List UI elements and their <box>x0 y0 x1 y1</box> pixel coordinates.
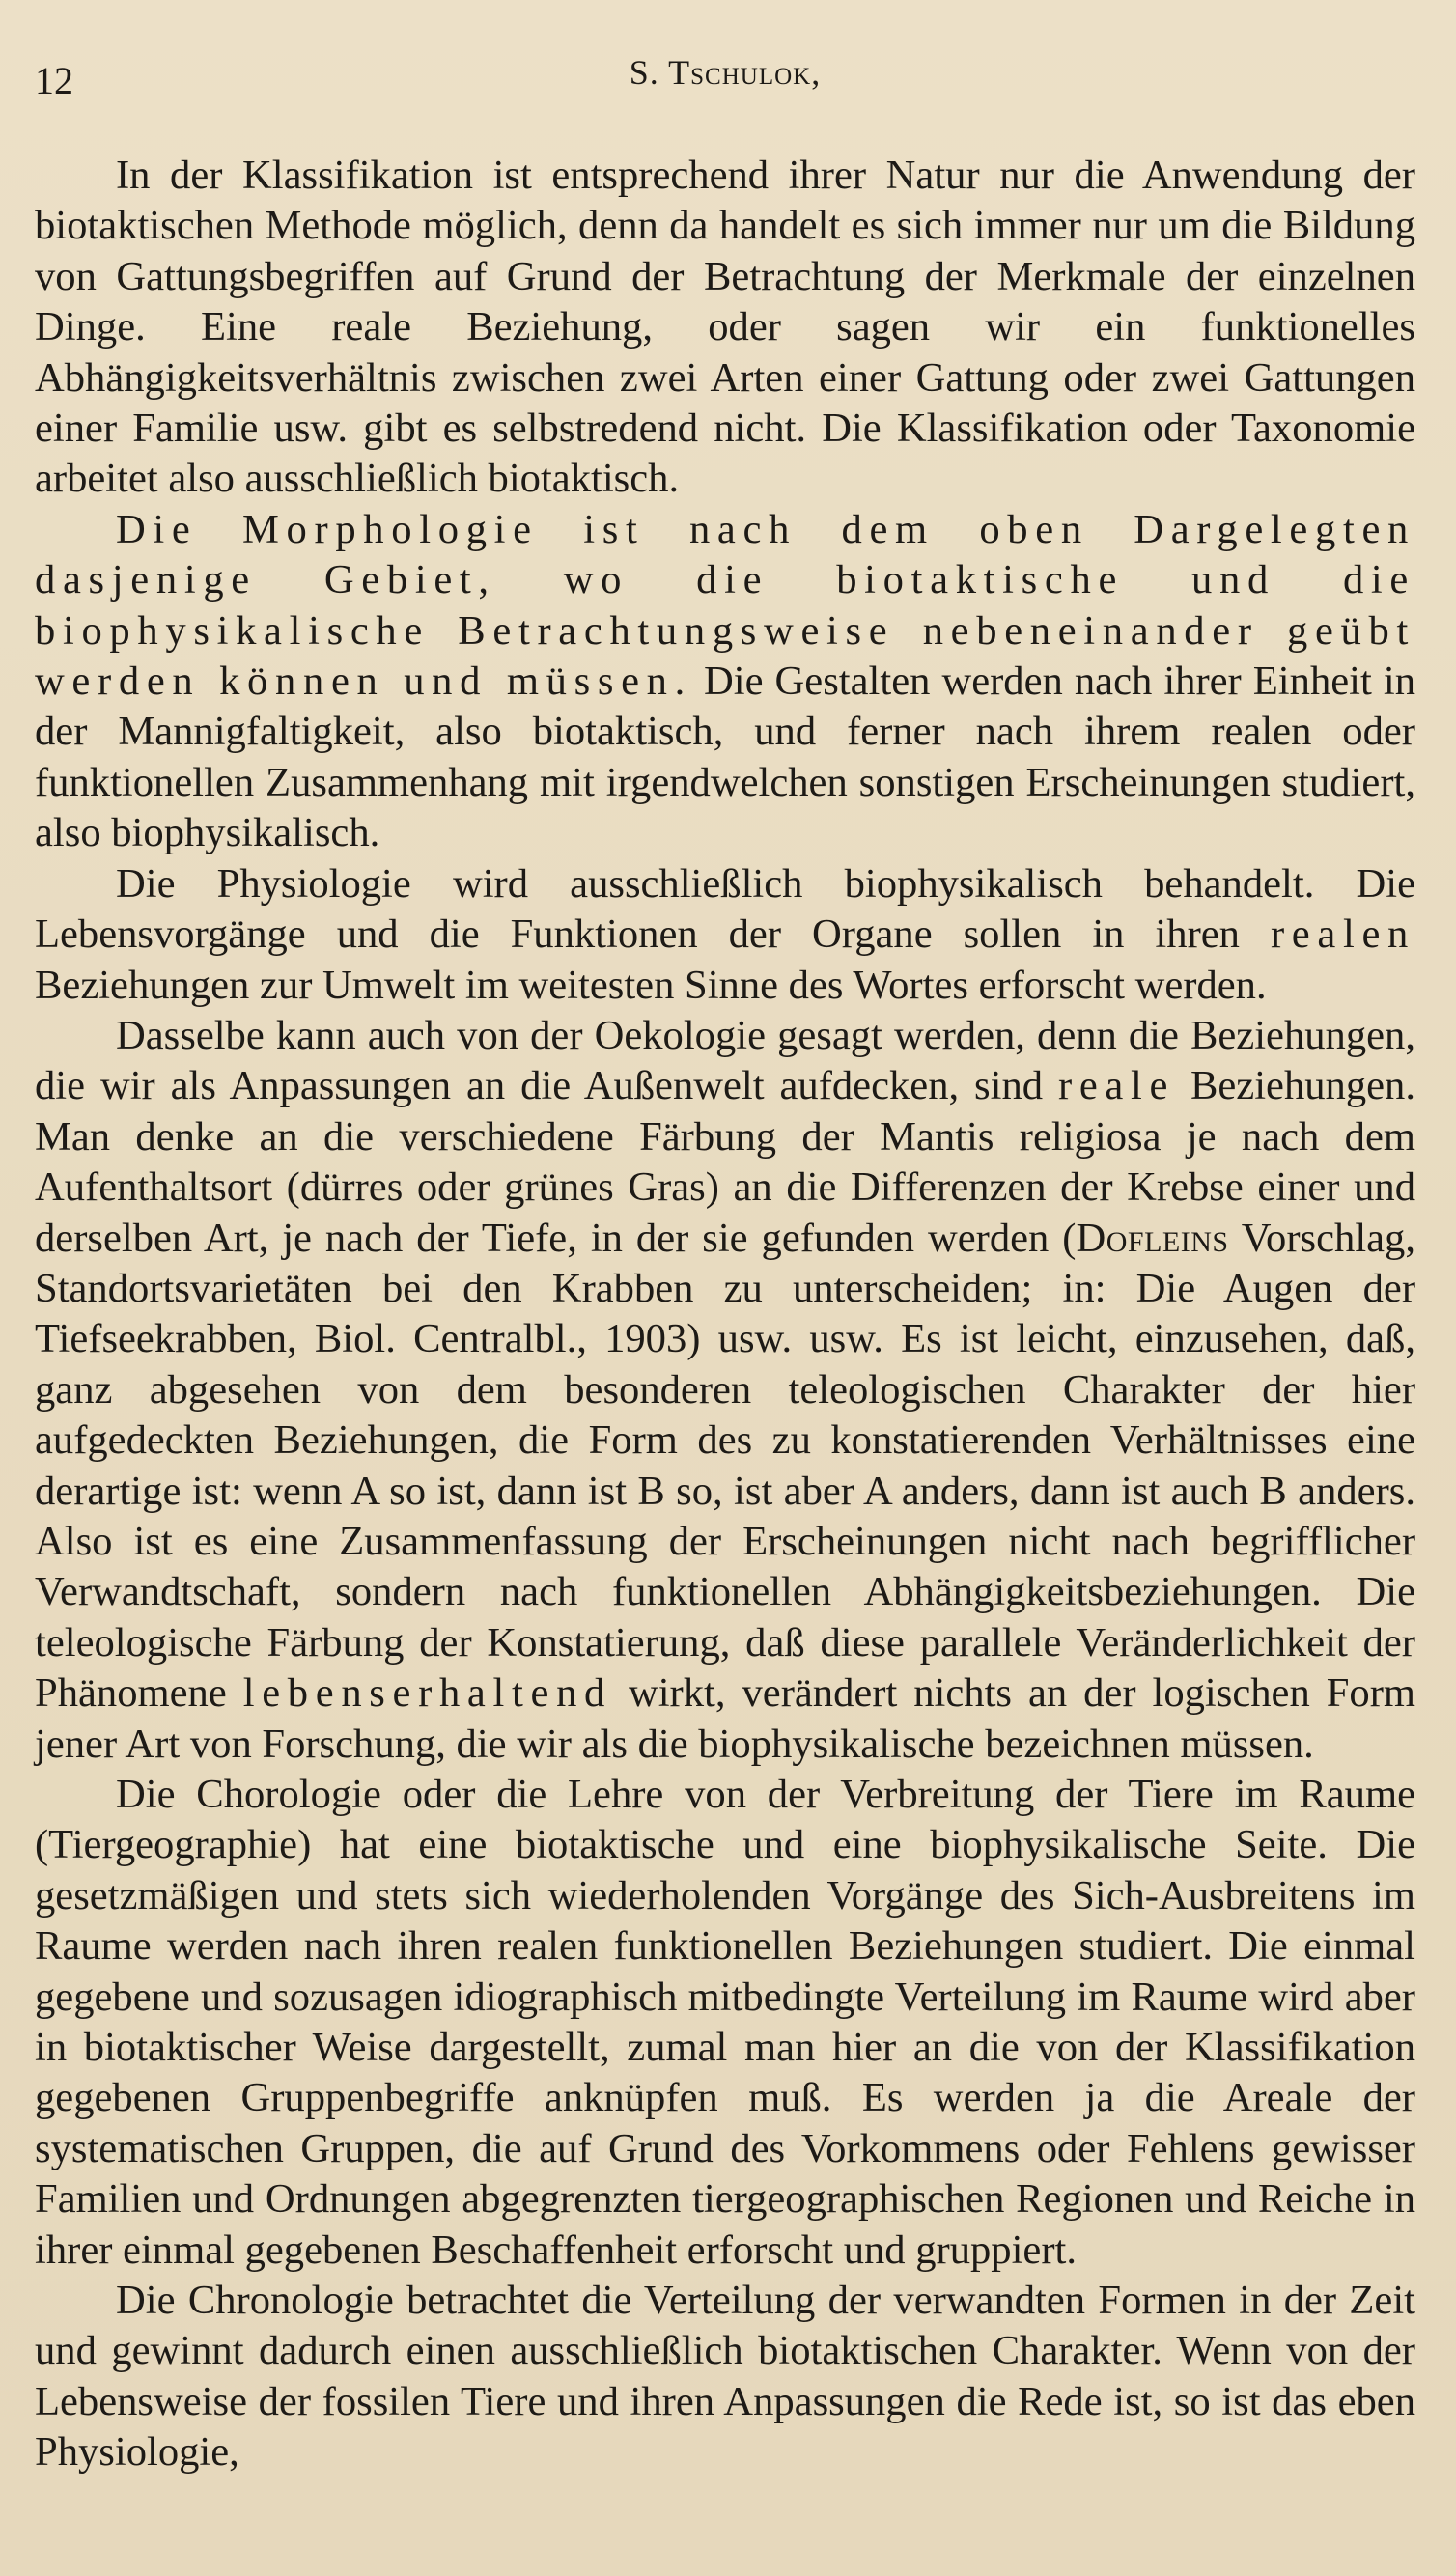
paragraph-chronology <box>35 2276 1415 2478</box>
paragraph-text: Die Physiologie wird ausschließlich biophysikalisch behandelt. Die Lebensvorgänge und die Funktionen der Organe sollen in ihren <box>35 860 1415 958</box>
page-number: 12 <box>35 59 73 102</box>
paragraph-text: Die Chorologie oder die Lehre von der Verbreitung der Tiere im Raume (Tiergeographie) hat eine biotaktische und eine biophysikalische Seite. Die gesetzmäßigen und stets sich wiederholenden Vorgänge des Sich-Ausbreitens im Raume werden nach ihren realen funktionellen Beziehungen studiert. Die einmal gegebene und sozusagen idiographisch mitbedingte Verteilung im Raume wird aber in biotaktischer Weise dargestellt, zumal man hier an die von der Klassifikation gegebenen Gruppenbegriffe anknüpfen muß. Es werden ja die Areale der systematischen Gruppen, die auf Grund des Vorkommens oder Fehlens gewisser Familien und Ordnungen abgegrenzten tiergeographischen Regionen und Reiche in ihrer einmal gegebenen Beschaffenheit erforscht und gruppiert. <box>35 1772 1415 2273</box>
paragraph-oecology <box>35 1011 1415 1770</box>
body-text <box>35 151 1415 2478</box>
paragraph-morphology <box>35 505 1415 859</box>
page-header <box>35 42 1415 106</box>
paragraph-classification <box>35 151 1415 505</box>
paragraph-chorology <box>35 1770 1415 2276</box>
paragraph-text: wirkt, verändert nichts an der logischen Form jener Art von Forschung, die wir als die biophysikalische bezeichnen müssen. <box>35 1670 1416 1767</box>
spaced-emphasis: realen <box>1270 911 1415 958</box>
author-name-smallcaps: Dofleins <box>1076 1215 1229 1261</box>
paragraph-text: Die Gestalten werden nach ihrer Einheit in der Mannigfaltigkeit, also biotaktisch, und ferner nach ihrem realen oder funktionellen Zusammenhang mit irgendwelchen sonstigen Erscheinungen studiert, also biophysikalisch. <box>35 658 1415 856</box>
paragraph-physiology <box>35 859 1415 1011</box>
spaced-emphasis: Die Morphologie ist nach dem oben Dargelegten dasjenige Gebiet, wo die biotaktische und die biophysikalische Betrachtungsweise nebeneinander geübt werden können und müssen. <box>35 506 1415 705</box>
paragraph-text: Die Chronologie betrachtet die Verteilung der verwandten Formen in der Zeit und gewinnt dadurch einen ausschließlich biotaktischen Charakter. Wenn von der Lebensweise der fossilen Tiere und ihren Anpassungen die Rede ist, so ist das eben Physiologie, <box>35 2278 1415 2476</box>
paragraph-text: Dasselbe kann auch von der Oekologie gesagt werden, denn die Beziehungen, die wir als Anpassungen an die Außenwelt aufdecken, sind <box>35 1012 1415 1109</box>
spaced-emphasis: reale <box>1057 1063 1176 1109</box>
running-head: S. Tschulok, <box>629 53 822 92</box>
paragraph-text: Beziehungen. Man denke an die verschiedene Färbung der Mantis religiosa je nach dem Aufenthaltsort (dürres oder grünes Gras) an die Differenzen der Krebse einer und derselben Art, je nach der Tiefe, in der sie gefunden werden ( <box>35 1063 1415 1261</box>
paragraph-text: Beziehungen zur Umwelt im weitesten Sinne des Wortes erforscht werden. <box>35 962 1267 1008</box>
paragraph-text: Vorschlag, Standortsvarietäten bei den Krabben zu unterscheiden; in: Die Augen der Tiefseekrabben, Biol. Centralbl., 1903) usw. usw. Es ist leicht, einzusehen, daß, ganz abgesehen von dem besonderen teleologischen Charakter der hier aufgedeckten Beziehungen, die Form des zu konstatierenden Verhältnisses eine derartige ist: wenn A so ist, dann ist B so, ist aber A anders, dann ist auch B anders. Also ist es eine Zusammenfassung der Erscheinungen nicht nach begrifflicher Verwandtschaft, sondern nach funktionellen Abhängigkeitsbeziehungen. Die teleologische Färbung der Konstatierung, daß diese parallele Veränderlichkeit der Phänomene <box>35 1215 1415 1717</box>
spaced-emphasis: lebenserhaltend <box>242 1670 612 1717</box>
paragraph-text: In der Klassifikation ist entsprechend ihrer Natur nur die Anwendung der biotaktischen Methode möglich, denn da handelt es sich immer nur um die Bildung von Gattungsbegriffen auf Grund der Betrachtung der Merkmale der einzelnen Dinge. Eine reale Beziehung, oder sagen wir ein funktionelles Abhängigkeitsverhältnis zwischen zwei Arten einer Gattung oder zwei Gattungen einer Familie usw. gibt es selbstredend nicht. Die Klassifikation oder Taxonomie arbeitet also ausschließlich biotaktisch. <box>35 153 1415 502</box>
